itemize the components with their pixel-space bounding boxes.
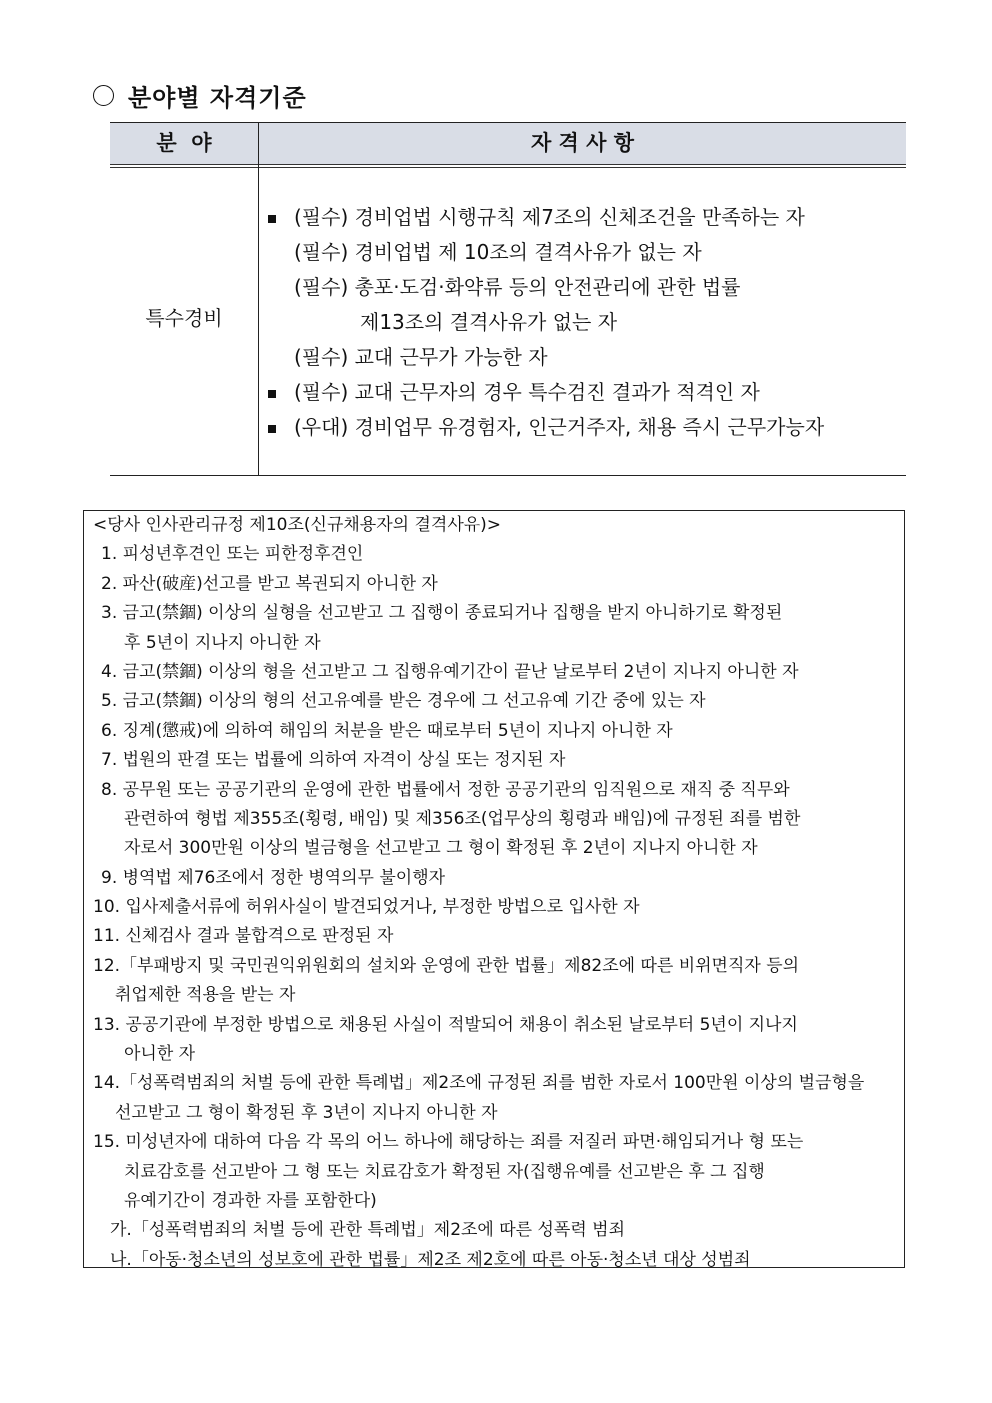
qualification-list (270, 200, 906, 445)
regulation-line: 6. 징계(懲戒)에 의하여 해임의 처분을 받은 때로부터 5년이 지나지 아니한 자 (101, 720, 673, 741)
regulation-line: 3. 금고(禁錮) 이상의 실형을 선고받고 그 집행이 종료되거나 집행을 받지 아니하기로 확정된 (101, 603, 783, 624)
regulation-list (93, 511, 901, 1275)
section-heading (93, 78, 307, 112)
regulation-line: 가.「성폭력범죄의 처벌 등에 관한 특례법」제2조에 따른 성폭력 범죄 (110, 1220, 626, 1241)
regulation-line: 나.「아동·청소년의 성보호에 관한 법률」제2조 제2호에 따른 아동·청소년 대상 성범죄 (110, 1249, 751, 1270)
regulation-line: 관련하여 형법 제355조(횡령, 배임) 및 제356조(업무상의 횡령과 배임)에 규정된 죄를 범한 (124, 808, 801, 829)
qualification-text: (필수) 교대 근무자의 경우 특수검진 결과가 적격인 자 (294, 380, 760, 404)
square-bullet-icon (268, 390, 276, 398)
qualification-item (270, 235, 906, 270)
square-bullet-icon (268, 215, 276, 223)
regulation-line: 치료감호를 선고받아 그 형 또는 치료감호가 확정된 자(집행유예를 선고받은 후 그 집행 (124, 1161, 765, 1182)
header-field: 분 야 (156, 131, 212, 155)
regulation-line: 13. 공공기관에 부정한 방법으로 채용된 사실이 적발되어 채용이 취소된 날로부터 5년이 지나지 (93, 1014, 798, 1035)
regulation-line: 아니한 자 (124, 1044, 196, 1065)
field-name: 특수경비 (145, 306, 223, 330)
regulation-title: <당사 인사관리규정 제10조(신규채용자의 결격사유)> (93, 515, 502, 535)
regulation-line: 2. 파산(破産)선고를 받고 복권되지 아니한 자 (101, 573, 438, 594)
regulation-line: 9. 병역법 제76조에서 정한 병역의무 불이행자 (101, 867, 446, 888)
regulation-box (83, 510, 905, 1268)
section-title: 분야별 자격기준 (128, 82, 307, 112)
qualification-text: (우대) 경비업무 유경험자, 인근거주자, 채용 즉시 근무가능자 (294, 415, 825, 439)
regulation-line: 5. 금고(禁錮) 이상의 형의 선고유예를 받은 경우에 그 선고유예 기간 중에 있는 자 (101, 691, 706, 712)
regulation-line: 8. 공무원 또는 공공기관의 운영에 관한 법률에서 정한 공공기관의 임직원으로 재직 중 직무와 (101, 779, 790, 800)
regulation-line: 14.「성폭력범죄의 처벌 등에 관한 특례법」제2조에 규정된 죄를 범한 자로서 100만원 이상의 벌금형을 (93, 1073, 865, 1094)
qualification-text: (필수) 경비업법 시행규칙 제7조의 신체조건을 만족하는 자 (294, 205, 805, 229)
column-divider (258, 122, 259, 476)
regulation-line: 유예기간이 경과한 자를 포함한다) (124, 1190, 377, 1211)
regulation-line: 4. 금고(禁錮) 이상의 형을 선고받고 그 집행유예기간이 끝난 날로부터 2년이 지나지 아니한 자 (101, 661, 799, 682)
regulation-line: 11. 신체검사 결과 불합격으로 판정된 자 (93, 926, 394, 947)
qualification-item (270, 270, 906, 305)
regulation-line: 후 5년이 지나지 아니한 자 (124, 632, 321, 653)
regulation-line: 7. 법원의 판결 또는 법률에 의하여 자격이 상실 또는 정지된 자 (101, 750, 566, 771)
qualification-text: (필수) 경비업법 제 10조의 결격사유가 없는 자 (294, 240, 702, 264)
table-bottom-rule (110, 475, 906, 476)
regulation-line: 선고받고 그 형이 확정된 후 3년이 지나지 아니한 자 (115, 1102, 498, 1123)
qualification-item (270, 200, 906, 235)
regulation-line: 15. 미성년자에 대하여 다음 각 목의 어느 하나에 해당하는 죄를 저질러 파면·해임되거나 형 또는 (93, 1132, 804, 1153)
qualification-item (270, 410, 906, 445)
qualification-text: (필수) 총포·도검·화약류 등의 안전관리에 관한 법률 (294, 275, 741, 299)
qualification-text: 제13조의 결격사유가 없는 자 (360, 310, 618, 334)
regulation-line: 10. 입사제출서류에 허위사실이 발견되었거나, 부정한 방법으로 입사한 자 (93, 897, 640, 918)
circle-bullet-icon (93, 85, 114, 106)
qualification-item (270, 375, 906, 410)
square-bullet-icon (268, 425, 276, 433)
header-double-rule (110, 164, 906, 168)
header-qualification: 자 격 사 항 (530, 131, 635, 155)
qualification-item (270, 305, 906, 340)
regulation-line: 1. 피성년후견인 또는 피한정후견인 (101, 544, 364, 565)
qualification-item (270, 340, 906, 375)
regulation-line: 12.「부패방지 및 국민권익위원회의 설치와 운영에 관한 법률」제82조에 따른 비위면직자 등의 (93, 955, 800, 976)
regulation-line: 자로서 300만원 이상의 벌금형을 선고받고 그 형이 확정된 후 2년이 지나지 아니한 자 (124, 838, 758, 859)
qualification-text: (필수) 교대 근무가 가능한 자 (294, 345, 548, 369)
regulation-line: 취업제한 적용을 받는 자 (115, 985, 296, 1006)
